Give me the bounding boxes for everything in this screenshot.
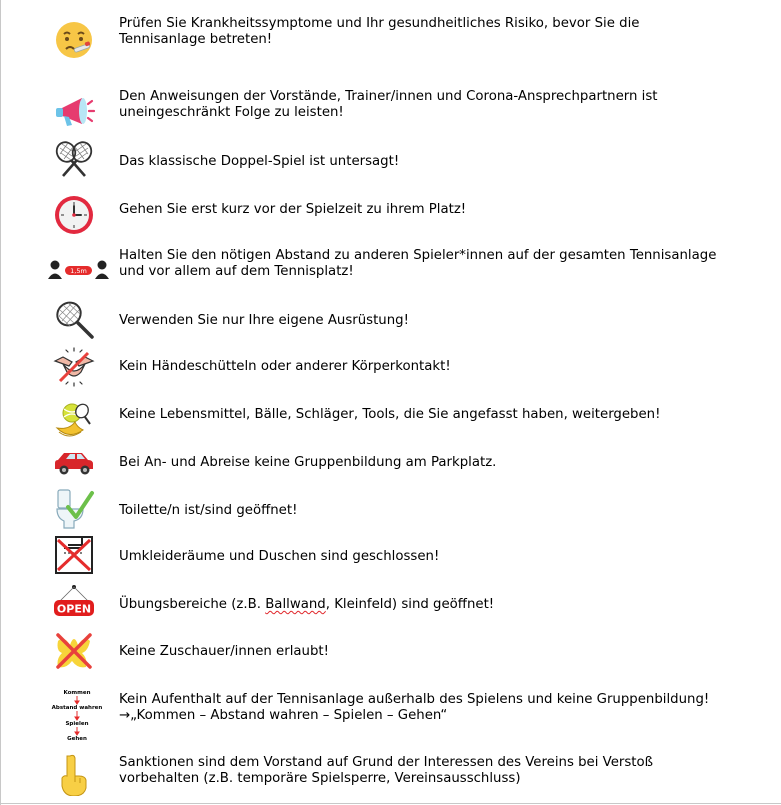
rule-text-line: Tennisanlage betreten! xyxy=(119,32,273,47)
rule-text-line xyxy=(119,597,759,613)
rule-text-line: Den Anweisungen der Vorstände, Trainer/innen und Corona-Ansprechpartnern ist xyxy=(119,89,658,104)
rule-text-line: Kein Händeschütteln oder anderer Körperkontakt! xyxy=(119,359,451,374)
food-and-ball-icon xyxy=(52,398,96,442)
rule-text xyxy=(119,644,759,660)
page-bottom-border xyxy=(0,803,781,804)
flow-step: Abstand wahren xyxy=(51,705,103,711)
rule-text-line: Halten Sie den nötigen Abstand zu anderen Spieler*innen auf der gesamten Tennisanlage xyxy=(119,248,717,263)
rule-text-line: Umkleideräume und Duschen sind geschlossen! xyxy=(119,549,440,564)
rule-text-line: Toilette/n ist/sind geöffnet! xyxy=(119,503,298,518)
distance-badge: 1,5m xyxy=(70,267,87,275)
no-handshake-icon xyxy=(52,345,96,389)
spelling-marked-word: Ballwand xyxy=(265,597,326,612)
rule-text-part: , Kleinfeld) sind geöffnet! xyxy=(325,597,495,612)
no-shower-icon xyxy=(52,534,96,578)
rule-text-line: Keine Zuschauer/innen erlaubt! xyxy=(119,644,329,659)
rule-text xyxy=(119,549,759,565)
open-sign-text: OPEN xyxy=(56,602,92,616)
rule-text-line: und vor allem auf dem Tennisplatz! xyxy=(119,264,354,279)
sick-face-icon xyxy=(52,18,96,62)
rule-text xyxy=(119,597,759,613)
rule-text-line: vorbehalten (z.B. temporäre Spielsperre, Vereinsausschluss) xyxy=(119,771,521,786)
rule-text-line: Das klassische Doppel-Spiel ist untersagt! xyxy=(119,154,400,169)
rule-text-part: Übungsbereiche (z.B. xyxy=(119,597,266,612)
rule-text xyxy=(119,313,759,329)
flow-step: Gehen xyxy=(67,736,87,742)
rule-text xyxy=(119,455,759,471)
rule-text xyxy=(119,755,759,787)
open-sign-icon xyxy=(52,584,96,628)
no-spectators-icon xyxy=(52,629,96,673)
distance-icon xyxy=(46,252,112,286)
rule-text xyxy=(119,692,759,724)
flow-step: Spielen xyxy=(65,721,89,727)
rule-text-line: uneingeschränkt Folge zu leisten! xyxy=(119,105,344,120)
toilet-check-icon xyxy=(52,487,96,531)
rule-text-line: Verwenden Sie nur Ihre eigene Ausrüstung! xyxy=(119,313,409,328)
rule-text xyxy=(119,89,759,121)
rule-text-line: →„Kommen – Abstand wahren – Spielen – Gehen“ xyxy=(119,708,448,723)
rule-text-line: Sanktionen sind dem Vorstand auf Grund der Interessen des Vereins bei Verstoß xyxy=(119,755,654,770)
rule-text-line: Bei An- und Abreise keine Gruppenbildung am Parkplatz. xyxy=(119,455,497,470)
rule-text xyxy=(119,16,759,48)
megaphone-icon xyxy=(52,90,96,134)
raised-finger-icon xyxy=(52,752,96,796)
car-icon xyxy=(52,441,96,485)
rule-text-line: Prüfen Sie Krankheitssymptome und Ihr gesundheitliches Risiko, bevor Sie die xyxy=(119,16,640,31)
rule-text xyxy=(119,202,759,218)
rule-text xyxy=(119,503,759,519)
rule-text xyxy=(119,154,759,170)
rule-text xyxy=(119,359,759,375)
flow-step: Kommen xyxy=(63,690,91,696)
rule-text xyxy=(119,407,759,423)
rule-text xyxy=(119,248,759,280)
rule-text-line: Kein Aufenthalt auf der Tennisanlage außerhalb des Spielens und keine Gruppenbildung! xyxy=(119,692,710,707)
crossed-rackets-icon xyxy=(52,138,96,182)
page-left-border xyxy=(0,0,1,805)
rule-text-line: Gehen Sie erst kurz vor der Spielzeit zu ihrem Platz! xyxy=(119,202,467,217)
clock-icon xyxy=(52,193,96,237)
rule-text-line: Keine Lebensmittel, Bälle, Schläger, Tools, die Sie angefasst haben, weitergeben! xyxy=(119,407,661,422)
racket-icon xyxy=(52,298,96,342)
flow-steps-icon xyxy=(50,688,104,744)
